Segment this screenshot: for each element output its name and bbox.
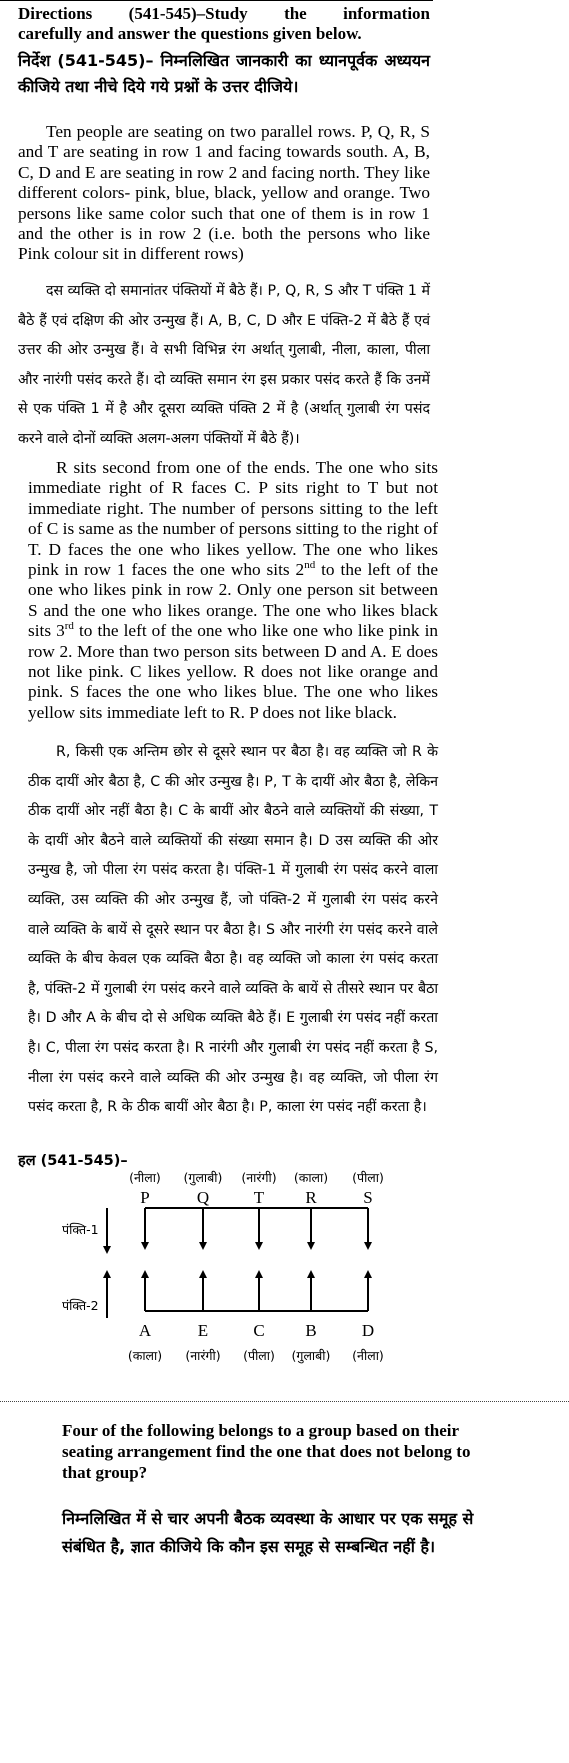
row2-color-d: (नीला) (352, 1348, 384, 1363)
paragraph-1-hi: दस व्यक्ति दो समानांतर पंक्तियों में बैठे हैं। P, Q, R, S और T पंक्ति 1 में बैठे हैं एवं दक्षिण की ओर उन्मुख हैं। A, B, C, D और E पंक्ति-2 में बैठे हैं एवं उत्तर की ओर उन्मुख हैं। वे सभी विभिन्न रंग अर्थात् गुलाबी, नीला, काला, पीला और नारंगी पसंद करते हैं। दो व्यक्ति समान रंग इस प्रकार पसंद करते हैं कि उनमें से एक पंक्ति 1 में है और दूसरा व्यक्ति पंक्ति 2 में है (अर्थात् गुलाबी रंग पसंद करने वाले दोनों व्यक्ति अलग-अलग पंक्तियों में बैठे हैं)। (18, 283, 430, 447)
paragraph-1-en: Ten people are seating on two parallel rows. P, Q, R, S and T are seating in row 1 and facing towards south. A, B, C, D and E are seating in row 2 and facing north. They like different colors- pink, blue, black, yellow and orange. Two persons like same color such that one of them is in row 1 and the other is in row 2 (i.e. both the persons who like Pink colour sit in different rows) (18, 122, 430, 264)
row2-person-b: B (305, 1321, 317, 1340)
row2-person-a: A (138, 1321, 152, 1340)
solution-heading: हल (541-545)– (18, 1153, 128, 1169)
paragraph-2-en-part1: R sits second from one of the ends. The one who sits immediate right of R faces C. P sits right to T but not immediate right. The number of persons sitting to the left of C is same as the number of persons sitting to the right of T. D faces the one who likes yellow. The one who likes pink in row 1 faces the one who sits 2 (28, 458, 438, 580)
seating-diagram (0, 1170, 569, 1400)
row1-person-s: S (363, 1188, 373, 1207)
superscript-rd: rd (64, 620, 74, 633)
row1-person-t: T (253, 1188, 265, 1207)
directions-en-line1: Directions (541-545)–Study the information (18, 4, 430, 23)
paragraph-2-en-part2: to the left of the one who likes pink in row 2. Only one person sit between S and the one who likes orange. The one who likes black sits 3 (28, 560, 438, 641)
row1-label: पंक्ति-1 (62, 1222, 99, 1237)
row2-label: पंक्ति-2 (62, 1298, 99, 1313)
paragraph-2-hi: R, किसी एक अन्तिम छोर से दूसरे स्थान पर बैठा है। वह व्यक्ति जो R के ठीक दायीं ओर बैठा है, C की ओर उन्मुख है। P, T के दायीं ओर बैठा है, लेकिन ठीक दायीं ओर नहीं बैठा है। C के बायीं ओर बैठने वाले व्यक्तियों की संख्या, T के दायीं ओर बैठने वाले व्यक्तियों की संख्या समान है। D उस व्यक्ति की ओर उन्मुख है, जो पीला रंग पसंद करता है। पंक्ति-1 में गुलाबी रंग पसंद करने वाला व्यक्ति, उस व्यक्ति की ओर उन्मुख हैं, जो पंक्ति-2 में गुलाबी रंग पसंद करने वाले व्यक्ति के बायें से दूसरे स्थान पर बैठा है। S और नारंगी रंग पसंद करने वाले व्यक्ति के बीच केवल एक व्यक्ति बैठा है। वह व्यक्ति जो काला रंग पसंद करता है, पंक्ति-2 में गुलाबी रंग पसंद करने वाले व्यक्ति के बायें से तीसरे स्थान पर बैठा है। D और A के बीच दो से अधिक व्यक्ति बैठे हैं। E गुलाबी रंग पसंद नहीं करता है। C, पीला रंग पसंद करता है। R नारंगी और गुलाबी रंग पसंद नहीं करता है S, नीला रंग पसंद करने वाले व्यक्ति की ओर उन्मुख है। वह व्यक्ति, जो पीला रंग पसंद करता है, R के ठीक बायीं ओर बैठा है। P, काला रंग पसंद नहीं करता है। (28, 744, 438, 1116)
question-en: Four of the following belongs to a group based on their seating arrangement find the one that does not belong to that group? (62, 1421, 471, 1482)
question-hi: निम्नलिखित में से चार अपनी बैठक व्यवस्था के आधार पर एक समूह से संबंधित है, ज्ञात कीजिये कि कौन इस समूह से सम्बन्धित नहीं है। (62, 1509, 474, 1556)
row2-color-e: (नारंगी) (185, 1348, 221, 1363)
row2-person-c: C (253, 1321, 265, 1340)
superscript-nd: nd (304, 559, 316, 572)
paragraph-2-en-part3: to the left of the one who like one who like pink in row 2. More than two person sits between D and A. E does not like pink. C likes yellow. R does not like orange and pink. S faces the one who likes blue. The one who likes yellow sits immediate left to R. P does not like black. (28, 621, 439, 722)
row2-color-b: (गुलाबी) (291, 1348, 331, 1363)
row1-color-s: (पीला) (352, 1170, 384, 1185)
row1-color-r: (काला) (293, 1170, 329, 1185)
row1-person-r: R (305, 1188, 317, 1207)
row1-color-q: (गुलाबी) (183, 1170, 223, 1185)
directions-hi: निर्देश (541-545)– निम्नलिखित जानकारी का ध्यानपूर्वक अध्ययन कीजिये तथा नीचे दिये गये प्रश्नों के उत्तर दीजिये। (18, 51, 430, 96)
row2-color-a: (काला) (127, 1348, 163, 1363)
row1-color-t: (नारंगी) (241, 1170, 277, 1185)
row1-color-p: (नीला) (129, 1170, 161, 1185)
top-rule (0, 0, 433, 1)
paragraph-2-en (28, 458, 438, 723)
row1-person-q: Q (196, 1188, 210, 1207)
row2-person-d: D (361, 1321, 375, 1340)
row2-person-e: E (197, 1321, 209, 1340)
section-divider (0, 1401, 569, 1402)
directions-en-line2: carefully and answer the questions given below. (18, 24, 362, 43)
row1-person-p: P (140, 1188, 150, 1207)
row2-color-c: (पीला) (243, 1348, 275, 1363)
